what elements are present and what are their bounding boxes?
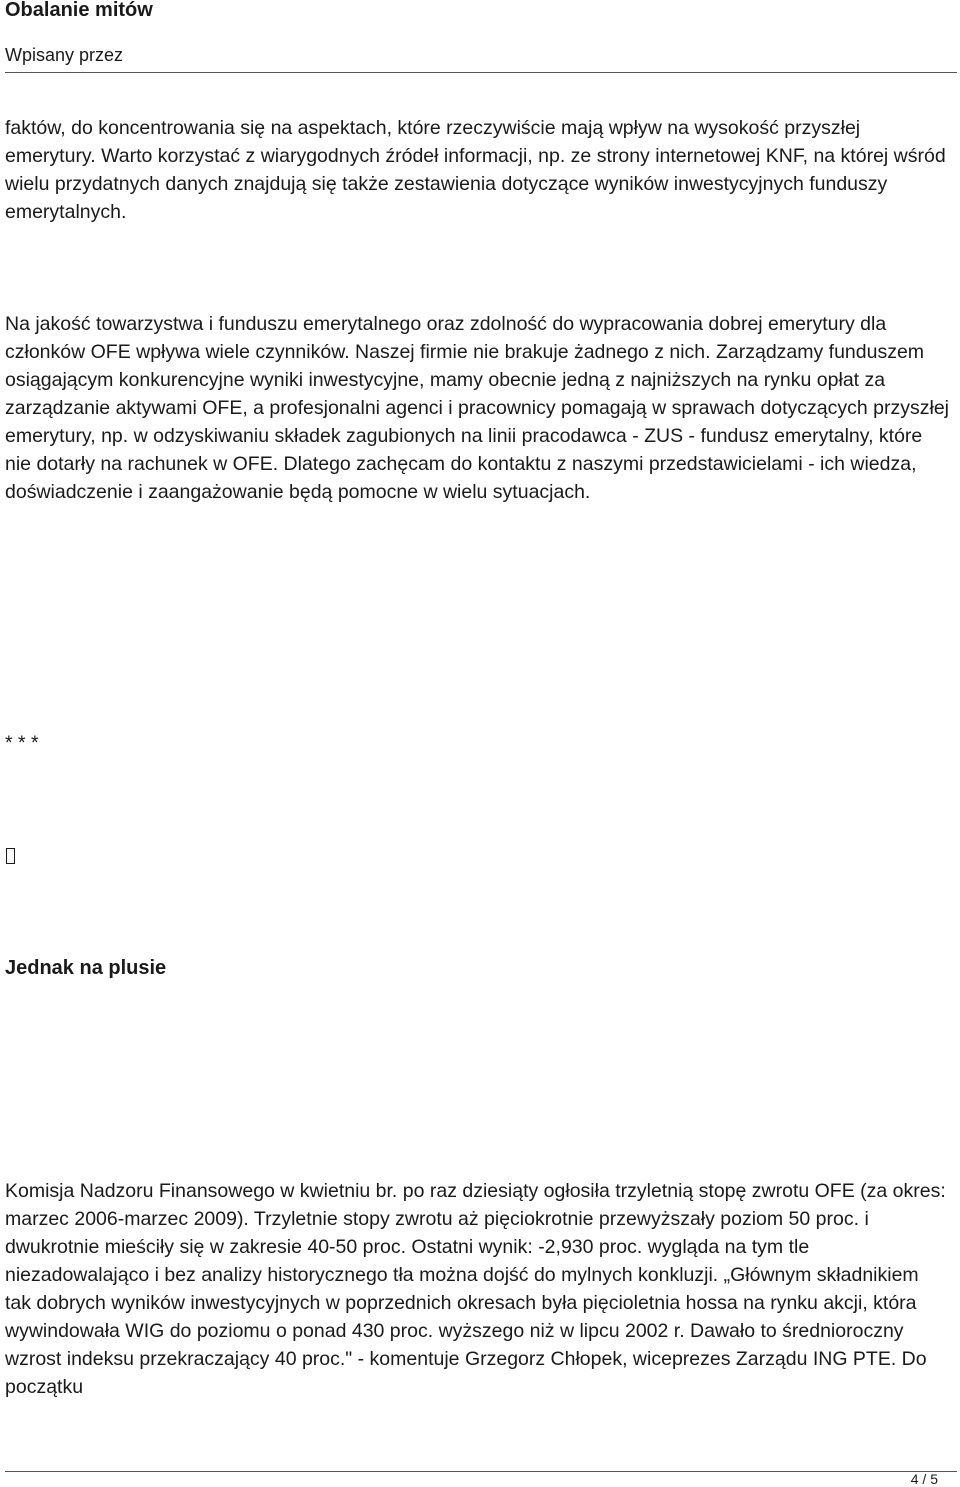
paragraph-knf-returns: Komisja Nadzoru Finansowego w kwietniu br. po raz dziesiąty ogłosiła trzyletnią stopę zwrotu OFE (za okres: marzec 2006-marzec 2009). Trzyletnie stopy zwrotu aż pięciokrotnie przewyższały poziom 50 proc. i dwukrotnie mieściły się w zakresie 40-50 proc. Ostatni wynik: -2,930 proc. wygląda na tym tle niezadowalająco i bez analizy historycznego tła można dojść do mylnych konkluzji. „Głównym składnikiem tak dobrych wyników inwestycyjnych w poprzednich okresach była pięcioletnia hossa na rynku akcji, która wywindowała WIG do poziomu o ponad 430 proc. wyższego niż w lipcu 2002 r. Dawało to średnioroczny wzrost indeksu przekraczający 40 proc." - komentuje Grzegorz Chłopek, wiceprezes Zarządu ING PTE. Do początku xyxy=(5,1180,946,1398)
section-heading: Jednak na plusie xyxy=(5,957,167,979)
missing-glyph-icon xyxy=(6,848,15,864)
document-title: Obalanie mitów xyxy=(5,0,153,21)
section-separator: * * * xyxy=(5,732,39,754)
paragraph-intro-continuation: faktów, do koncentrowania się na aspektach, które rzeczywiście mają wpływ na wysokość przyszłej emerytury. Warto korzystać z wiarygodnych źródeł informacji, np. ze strony internetowej KNF, na której wśród wielu przydatnych danych znajdują się także zestawienia dotyczące wyników inwestycyjnych funduszy emerytalnych. xyxy=(5,117,946,223)
page-header xyxy=(5,0,957,65)
paragraph-company-pitch: Na jakość towarzystwa i funduszu emerytalnego oraz zdolność do wypracowania dobrej emerytury dla członków OFE wpływa wiele czynników. Naszej firmie nie brakuje żadnego z nich. Zarządzamy funduszem osiągającym konkurencyjne wyniki inwestycyjne, mamy obecnie jedną z najniższych na rynku opłat za zarządzanie aktywami OFE, a profesjonalni agenci i pracownicy pomagają w sprawach dotyczących przyszłej emerytury, np. w odzyskiwaniu składek zagubionych na linii pracodawca - ZUS - fundusz emerytalny, które nie dotarły na rachunek w OFE. Dlatego zachęcam do kontaktu z naszymi przedstawicielami - ich wiedza, doświadczenie i zaangażowanie będą pomocne w wielu sytuacjach. xyxy=(5,313,950,503)
header-divider xyxy=(5,72,957,73)
footer-divider xyxy=(5,1471,957,1472)
page-number: 4 / 5 xyxy=(910,1471,938,1487)
author-line: Wpisany przez xyxy=(5,45,124,65)
